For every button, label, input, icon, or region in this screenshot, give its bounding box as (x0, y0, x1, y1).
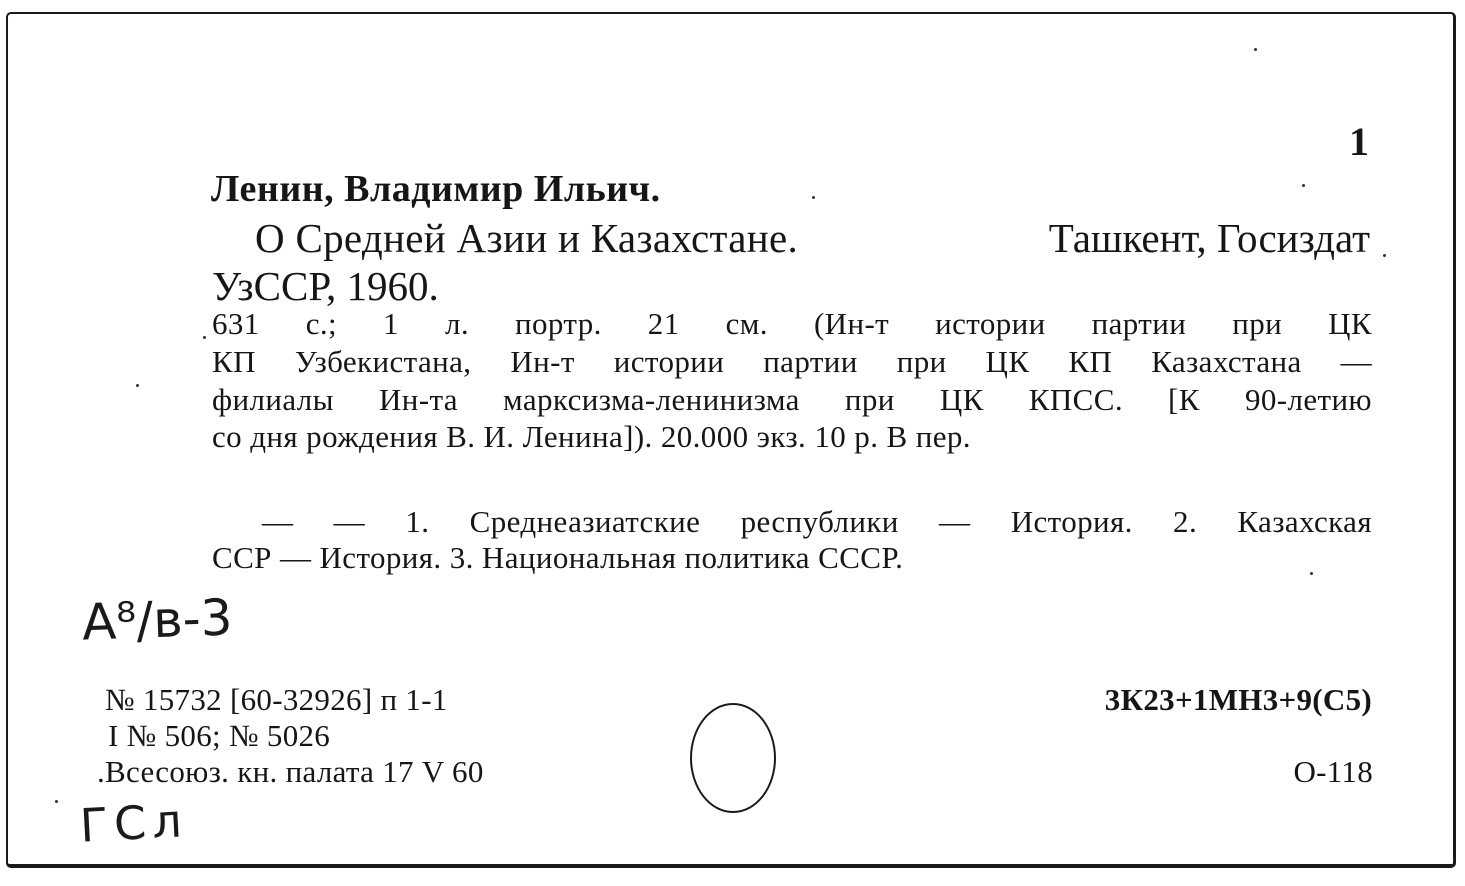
subject-line-2: ССР — История. 3. Национальная политика СССР. (212, 540, 904, 575)
chamber-line: .Всесоюз. кн. палата 17 V 60 (97, 754, 484, 789)
scan-speck (1383, 254, 1386, 257)
description-line-4: со дня рождения В. И. Ленина]). 20.000 экз. 10 р. В пер. (212, 419, 971, 454)
scan-speck (1302, 184, 1305, 187)
author-heading: Ленин, Владимир Ильич. (211, 168, 661, 210)
classification-code: 3К23+1МН3+9(С5) (1104, 682, 1372, 717)
scan-speck (55, 800, 58, 803)
description-line-3: филиалы Ин-та марксизма-ленинизма при ЦК КПСС. [К 90-летию (212, 382, 1372, 417)
title-line-1: О Средней Азии и Казахстане. (255, 215, 799, 261)
record-number-line: № 15732 [60-32926] п 1-1 (105, 682, 448, 717)
description-line-1: 631 с.; 1 л. портр. 21 см. (Ин-т истории партии при ЦК (212, 306, 1372, 341)
subject-line-1: — — 1. Среднеазиатские республики — История. 2. Казахская (262, 504, 1372, 539)
publication-place: Ташкент, Госиздат (1048, 215, 1370, 261)
scan-speck (812, 196, 815, 199)
record-index-line: I № 506; № 5026 (108, 718, 331, 753)
handwritten-shelfmark: A⁸/в-3 (81, 588, 234, 652)
scan-speck (1310, 572, 1313, 575)
scan-speck (136, 384, 139, 387)
circle-stamp (690, 703, 776, 813)
scan-speck (1254, 48, 1257, 51)
scan-speck (203, 336, 206, 339)
title-line-2: УзССР, 1960. (212, 263, 439, 309)
author-code: О-118 (1293, 754, 1373, 789)
description-line-2: КП Узбекистана, Ин-т истории партии при ЦК КП Казахстана — (212, 344, 1372, 379)
card-number: 1 (1349, 119, 1369, 164)
handwritten-initials: ГСл (78, 793, 189, 853)
